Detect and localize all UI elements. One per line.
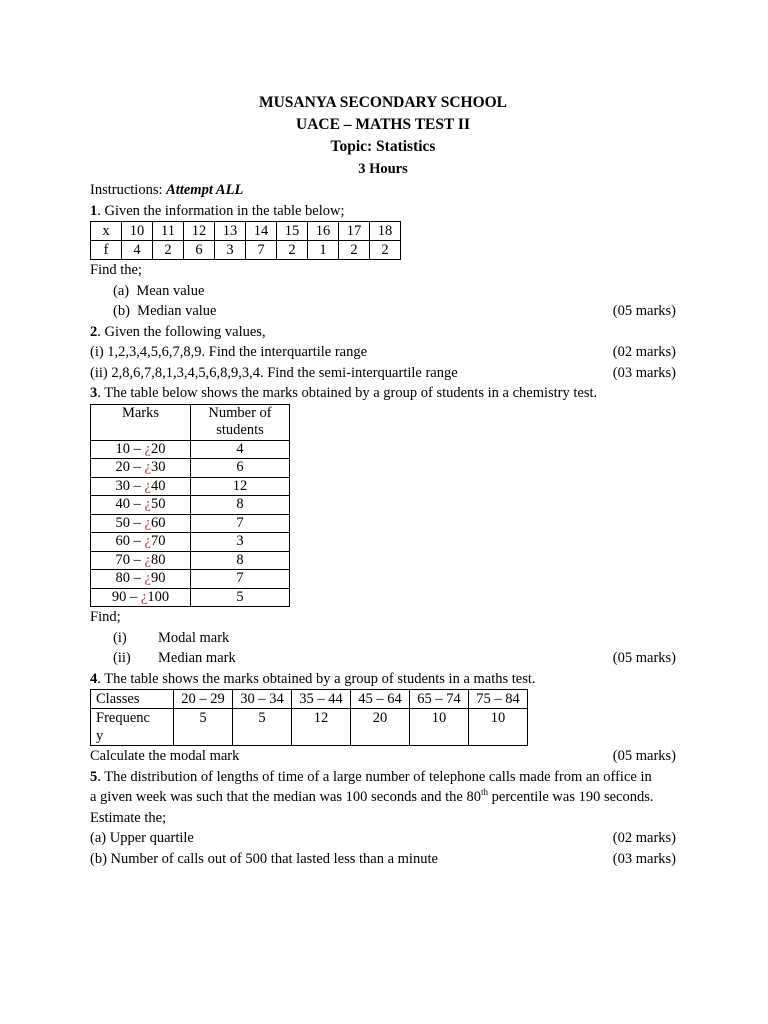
q3-text: . The table below shows the marks obtained by a group of students in a chemistry test.: [97, 385, 598, 401]
q3-class: [91, 588, 191, 607]
q2-ii-text: (ii) 2,8,6,7,8,1,3,4,5,6,8,9,3,4. Find the semi-interquartile range: [90, 364, 458, 381]
q1-number: 1: [90, 202, 98, 219]
q3-i-label: (i): [113, 629, 127, 646]
table-row: [91, 570, 290, 589]
q3-col-students-l1: Number of: [208, 404, 272, 421]
q5-part-b: [90, 849, 676, 870]
q4-calc: [90, 746, 676, 767]
q2-part-i: [90, 342, 676, 363]
q5-number: 5: [90, 768, 98, 785]
q4-class: 75 – 84: [469, 690, 528, 709]
q3-class-sym: ¿: [144, 533, 151, 549]
q3-count: 7: [191, 514, 290, 533]
q5-a-text: (a) Upper quartile: [90, 830, 194, 846]
q3-marks: (05 marks): [612, 650, 676, 666]
q1-f-label: f: [91, 241, 122, 260]
q4-freq: 5: [174, 709, 233, 746]
q3-part-ii: [90, 648, 676, 669]
q1-f-cell: 4: [122, 241, 153, 260]
q2-number: 2: [90, 323, 98, 340]
test-title: UACE – MATHS TEST II: [296, 116, 470, 133]
q4-table: [90, 689, 528, 746]
q3-class-hi: 60: [150, 514, 166, 531]
q3-class-hi: 30: [150, 459, 166, 475]
table-row: [91, 533, 290, 552]
q1-x-cell: 14: [246, 222, 277, 241]
q3-prompt: [90, 383, 676, 404]
q4-class: 45 – 64: [351, 690, 410, 709]
q1-x-cell: 18: [370, 222, 401, 241]
q3-class-sym: ¿: [144, 477, 151, 494]
q4-prompt: [90, 669, 676, 690]
exam-page: [90, 92, 676, 869]
q3-class-sym: ¿: [144, 551, 151, 568]
table-row: [91, 222, 401, 241]
q3-class: [91, 477, 191, 496]
q3-class-lo: 50 –: [115, 514, 145, 531]
q4-freq: 20: [351, 709, 410, 746]
q3-class-hi: 20: [150, 440, 166, 457]
table-row: [91, 690, 528, 709]
q1-part-b: [90, 301, 676, 322]
q3-class-lo: 60 –: [115, 533, 145, 549]
school-name: MUSANYA SECONDARY SCHOOL: [258, 94, 508, 111]
q1-b-label: (b): [113, 303, 130, 319]
q3-count: 12: [191, 477, 290, 496]
q4-calc-text: Calculate the modal mark: [90, 748, 240, 764]
q2-part-ii: [90, 363, 676, 384]
table-row: [91, 477, 290, 496]
instructions: [90, 180, 676, 201]
table-row: [91, 709, 528, 746]
q1-f-cell: 2: [370, 241, 401, 260]
q3-class-sym: ¿: [144, 496, 151, 512]
q1-find: Find the;: [90, 262, 142, 278]
q5-text2b: percentile was 190 seconds.: [488, 789, 654, 805]
q4-freq: 5: [233, 709, 292, 746]
q3-class-hi: 90: [150, 570, 166, 586]
q3-col-students-l2: students: [216, 422, 264, 438]
q5-text1: . The distribution of lengths of time of a large number of telephone calls made from an office in: [97, 768, 652, 785]
q1-marks: (05 marks): [612, 303, 676, 319]
q5-b-marks: (03 marks): [612, 850, 676, 867]
q3-class-lo: 40 –: [115, 496, 145, 512]
q1-f-cell: 6: [184, 241, 215, 260]
q3-ii-text: Median mark: [158, 650, 236, 666]
q4-class: 30 – 34: [233, 690, 292, 709]
q4-freq: 10: [469, 709, 528, 746]
q2-i-marks: (02 marks): [612, 344, 676, 360]
q3-col-marks: Marks: [91, 404, 191, 440]
q1-table: [90, 221, 401, 260]
q2-text: . Given the following values,: [97, 323, 266, 340]
q3-class-sym: ¿: [144, 570, 151, 586]
q3-count: 3: [191, 533, 290, 552]
q3-col-students: [191, 404, 290, 440]
q3-count: 7: [191, 570, 290, 589]
q1-x-cell: 15: [277, 222, 308, 241]
q4-class: 35 – 44: [292, 690, 351, 709]
q4-number: 4: [90, 670, 98, 687]
q3-table: [90, 404, 290, 608]
q1-x-label: x: [91, 222, 122, 241]
q3-class: [91, 496, 191, 515]
q3-class: [91, 459, 191, 478]
q5-a-marks: (02 marks): [612, 830, 676, 846]
q4-freq-label-l1: Frequenc: [96, 710, 150, 726]
table-row: [91, 440, 290, 459]
q3-part-i: [90, 628, 676, 649]
table-row: [91, 551, 290, 570]
q1-a-text: Mean value: [136, 282, 205, 299]
q3-class-sym: ¿: [144, 514, 151, 531]
q3-class-lo: 30 –: [115, 477, 145, 494]
table-row: [91, 514, 290, 533]
q3-i-text: Modal mark: [158, 629, 230, 646]
q1-x-cell: 12: [184, 222, 215, 241]
q3-class-lo: 20 –: [115, 459, 145, 475]
q1-x-cell: 13: [215, 222, 246, 241]
table-row: [91, 588, 290, 607]
q4-freq-label-l2: y: [96, 728, 104, 744]
instructions-label: Instructions:: [90, 182, 167, 198]
q1-x-cell: 17: [339, 222, 370, 241]
q3-ii-label: (ii): [113, 650, 131, 666]
q1-b-text: Median value: [137, 303, 217, 319]
q4-class: 65 – 74: [410, 690, 469, 709]
q5-part-a: [90, 828, 676, 849]
q4-freq: 12: [292, 709, 351, 746]
q3-class-lo: 10 –: [115, 440, 145, 457]
table-row: [91, 241, 401, 260]
q3-class-sym: ¿: [140, 588, 148, 605]
q5-prompt-cont: [90, 787, 676, 808]
q3-class: [91, 570, 191, 589]
q1-f-cell: 3: [215, 241, 246, 260]
q5-estimate: Estimate the;: [90, 809, 167, 826]
q1-x-cell: 11: [153, 222, 184, 241]
q5-text2a: a given week was such that the median was 100 seconds and the 80: [90, 789, 481, 805]
q1-f-cell: 1: [308, 241, 339, 260]
q3-class-lo: 80 –: [115, 570, 145, 586]
q3-find: Find;: [90, 609, 121, 625]
q3-class-sym: ¿: [144, 440, 151, 457]
q3-class-lo: 70 –: [115, 551, 145, 568]
q3-class-hi: 70: [150, 533, 166, 549]
q1-x-cell: 10: [122, 222, 153, 241]
q3-class-hi: 80: [150, 551, 166, 568]
q3-class: [91, 551, 191, 570]
q1-a-label: (a): [113, 282, 130, 299]
q5-superscript: th: [481, 787, 489, 798]
table-row: [91, 404, 290, 440]
q4-marks: (05 marks): [612, 748, 676, 764]
q5-b-text: (b) Number of calls out of 500 that lasted less than a minute: [90, 850, 438, 867]
q3-number: 3: [90, 385, 98, 401]
q3-class-lo: 90 –: [111, 588, 141, 605]
table-row: [91, 496, 290, 515]
q1-x-cell: 16: [308, 222, 339, 241]
q3-class-sym: ¿: [144, 459, 151, 475]
q4-class: 20 – 29: [174, 690, 233, 709]
q4-freq-label: [91, 709, 174, 746]
q1-prompt: [90, 201, 676, 222]
q3-count: 8: [191, 551, 290, 570]
q2-prompt: [90, 322, 676, 343]
q3-count: 4: [191, 440, 290, 459]
q4-classes-label: Classes: [91, 690, 174, 709]
q1-f-cell: 7: [246, 241, 277, 260]
q3-class-hi: 100: [147, 588, 170, 605]
q1-f-cell: 2: [277, 241, 308, 260]
q5-prompt: [90, 767, 676, 788]
q1-f-cell: 2: [153, 241, 184, 260]
q3-count: 8: [191, 496, 290, 515]
q1-text: . Given the information in the table below;: [97, 202, 345, 219]
q4-freq: 10: [410, 709, 469, 746]
q2-i-text: (i) 1,2,3,4,5,6,7,8,9. Find the interquartile range: [90, 344, 368, 360]
q3-class: [91, 533, 191, 552]
instructions-value: Attempt ALL: [166, 182, 244, 198]
q3-class-hi: 40: [150, 477, 166, 494]
q3-class: [91, 440, 191, 459]
q3-count: 6: [191, 459, 290, 478]
q2-ii-marks: (03 marks): [612, 364, 676, 381]
topic-title: Topic: Statistics: [330, 138, 436, 155]
q3-class: [91, 514, 191, 533]
duration: 3 Hours: [358, 161, 408, 177]
q3-class-hi: 50: [150, 496, 166, 512]
q1-f-cell: 2: [339, 241, 370, 260]
q4-text: . The table shows the marks obtained by a group of students in a maths test.: [97, 670, 536, 687]
q3-count: 5: [191, 588, 290, 607]
table-row: [91, 459, 290, 478]
q1-part-a: [90, 281, 676, 302]
